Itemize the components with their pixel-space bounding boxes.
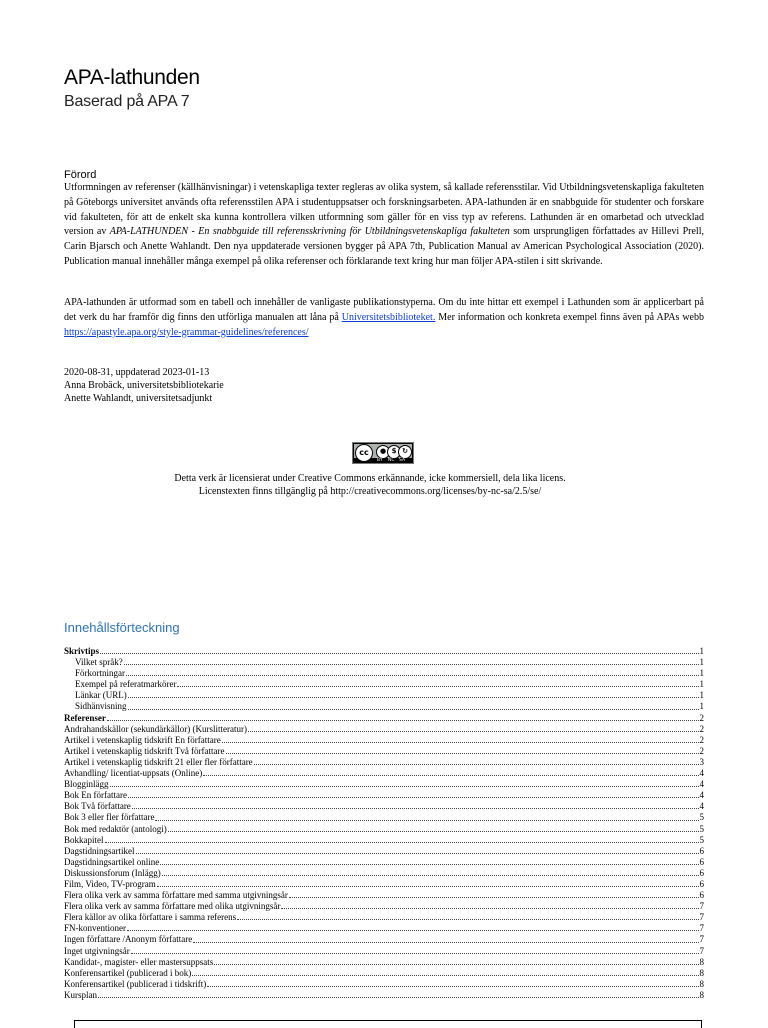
toc-entry-page: 2 (699, 745, 704, 756)
toc-entry-title: Dagstidningsartikel (64, 845, 135, 856)
toc-entry-title: Bok 3 eller fler författare (64, 812, 155, 823)
toc-leader-dots (177, 685, 698, 687)
toc-leader-dots (203, 774, 698, 776)
toc-entry-page: 1 (699, 701, 704, 712)
toc-leader-dots (128, 796, 699, 798)
table-of-contents (64, 646, 704, 1001)
toc-entry[interactable] (64, 835, 704, 846)
toc-entry[interactable] (64, 779, 704, 790)
badge-label-sa: SA (399, 458, 406, 463)
toc-entry[interactable] (64, 857, 704, 868)
toc-entry-title: Blogginlägg (64, 779, 109, 790)
toc-entry-page: 1 (699, 646, 704, 656)
toc-entry-page: 2 (699, 723, 704, 734)
toc-leader-dots (160, 863, 698, 865)
toc-entry-title: Bok Två författare (64, 801, 131, 812)
toc-leader-dots (162, 874, 699, 876)
toc-entry-page: 6 (699, 845, 704, 856)
toc-entry[interactable] (64, 846, 704, 857)
foreword-heading: Förord (64, 169, 97, 181)
toc-entry-page: 8 (699, 978, 704, 989)
toc-entry[interactable] (64, 990, 704, 1001)
toc-leader-dots (155, 819, 698, 821)
toc-entry[interactable] (64, 724, 704, 735)
toc-entry-title: Ingen författare /Anonym författare (64, 934, 193, 945)
toc-leader-dots (193, 941, 698, 943)
toc-entry[interactable] (64, 690, 704, 701)
toc-entry-title: Förkortningar (75, 668, 125, 679)
toc-leader-dots (126, 674, 699, 676)
foreword-paragraph-2 (64, 296, 704, 340)
foreword-text: Utformningen av referenser (källhänvisningar) i vetenskapliga texter regleras av olika system, så kallade referensstilar. Vid Utbildningsvetenskapliga fakulteten på Göteborgs universitet används ofta referensstilen APA i studentuppsatser och forskningsarbeten. APA-lathunden är en snabbguide för studenter och forskare vid fakulteten, för att de enkelt ska kunna kontrollera vilken utformning som gäller för en viss typ av referens. Lathunden är en omarbetad och utvecklad version av (64, 182, 704, 238)
toc-entry-page: 7 (699, 901, 704, 912)
toc-entry-title: Vilket språk? (75, 657, 123, 668)
toc-leader-dots (100, 652, 698, 654)
document-meta (64, 366, 224, 405)
table-top-border (74, 1020, 702, 1028)
toc-leader-dots (128, 708, 699, 710)
toc-entry-title: Flera olika verk av samma författare med samma utgivningsår (64, 890, 288, 901)
toc-leader-dots (105, 841, 699, 843)
toc-entry[interactable] (64, 713, 704, 724)
author-line: Anette Wahlandt, universitetsadjunkt (64, 393, 213, 404)
toc-entry[interactable] (64, 746, 704, 757)
license-text: Detta verk är licensierat under Creative Commons erkännande, icke kommersiell, dela lika licens. (174, 473, 566, 484)
toc-entry-title: Konferensartikel (publicerad i tidskrift) (64, 978, 207, 989)
toc-entry-title: Artikel i vetenskaplig tidskrift 21 eller fler författare (64, 756, 253, 767)
toc-entry[interactable] (64, 824, 704, 835)
toc-entry-title: Artikel i vetenskaplig tidskrift En författare (64, 734, 221, 745)
toc-entry-title: Bok med redaktör (antologi) (64, 823, 167, 834)
toc-entry-title: Bokkapitel (64, 834, 104, 845)
toc-entry-page: 7 (699, 945, 704, 956)
badge-label-by: BY (377, 458, 383, 463)
toc-entry[interactable] (64, 768, 704, 779)
toc-leader-dots (131, 952, 699, 954)
toc-leader-dots (132, 807, 699, 809)
noncommercial-icon: $ (387, 445, 401, 459)
toc-entry-page: 8 (699, 956, 704, 967)
toc-entry-page: 1 (699, 668, 704, 679)
toc-leader-dots (281, 907, 698, 909)
toc-leader-dots (237, 918, 698, 920)
toc-entry[interactable] (64, 701, 704, 712)
toc-entry-title: Andrahandskällor (sekundärkällor) (Kurslitteratur) (64, 723, 247, 734)
toc-entry-title: Dagstidningsartikel online (64, 856, 160, 867)
toc-entry[interactable] (64, 979, 704, 990)
toc-entry-title: FN-konventioner (64, 923, 126, 934)
toc-entry-title: Diskussionsforum (Inlägg) (64, 867, 161, 878)
toc-entry-title: Bok En författare (64, 790, 127, 801)
toc-entry[interactable] (64, 657, 704, 668)
foreword-text: som ursprungligen författades av Hillevi Prell, Carin Bjarsch och Anette Wahlandt. Den nya uppdaterade versionen bygger på APA 7th, Publication Manual av American Psychological Association (2020). Publication manual innehåller många exempel på olika referenser och förklarande text kring hur man följer APA-stilen i sitt skrivande. (64, 226, 704, 267)
apa-website-link[interactable]: https://apastyle.apa.org/style-grammar-guidelines/references/ (64, 326, 309, 338)
toc-entry[interactable] (64, 923, 704, 934)
toc-entry-page: 2 (699, 734, 704, 745)
toc-leader-dots (254, 763, 699, 765)
license-url-text: Licenstexten finns tillgänglig på http://creativecommons.org/licenses/by-nc-sa/2.5/se/ (198, 486, 542, 497)
toc-entry-page: 5 (699, 823, 704, 834)
library-link[interactable]: Universitetsbiblioteket. (341, 311, 436, 323)
toc-entry-title: Kandidat-, magister- eller mastersuppsats (64, 956, 214, 967)
toc-leader-dots (127, 929, 699, 931)
toc-entry-title: Kursplan (64, 989, 97, 1000)
badge-label-nc: NC (388, 458, 395, 463)
toc-entry[interactable] (64, 646, 704, 657)
toc-leader-dots (248, 730, 699, 732)
toc-leader-dots (98, 996, 699, 998)
toc-entry[interactable] (64, 790, 704, 801)
toc-entry-page: 6 (699, 878, 704, 889)
toc-leader-dots (107, 719, 699, 721)
toc-leader-dots (124, 663, 699, 665)
toc-entry-title: Länkar (URL) (75, 690, 127, 701)
toc-entry-title: Inget utgivningsår (64, 945, 130, 956)
toc-entry-page: 2 (699, 712, 704, 723)
foreword-text: Mer information och konkreta exempel finns även på APAs webb (435, 311, 704, 323)
toc-entry-page: 7 (699, 923, 704, 934)
toc-entry[interactable] (64, 757, 704, 768)
toc-entry-page: 6 (699, 856, 704, 867)
foreword-paragraph-1 (64, 181, 704, 270)
toc-entry-page: 1 (699, 657, 704, 668)
toc-entry[interactable] (64, 812, 704, 823)
toc-entry-title: Referenser (64, 712, 106, 723)
toc-entry[interactable] (64, 890, 704, 901)
toc-entry[interactable] (64, 968, 704, 979)
toc-entry-page: 6 (699, 890, 704, 901)
toc-entry[interactable] (64, 946, 704, 957)
revision-date: 2020-08-31, uppdaterad 2023-01-13 (64, 367, 210, 378)
toc-entry-page: 5 (699, 812, 704, 823)
toc-entry-page: 6 (699, 867, 704, 878)
toc-entry-title: Flera källor av olika författare i samma referens (64, 912, 237, 923)
toc-leader-dots (110, 785, 699, 787)
toc-entry[interactable] (64, 868, 704, 879)
toc-entry-title: Film, Video, TV-program (64, 878, 156, 889)
toc-entry-page: 7 (699, 934, 704, 945)
toc-entry-page: 7 (699, 912, 704, 923)
toc-heading: Innehållsförteckning (64, 620, 180, 635)
toc-leader-dots (289, 896, 699, 898)
foreword-text: APA-lathunden är utformad som en tabell och innehåller de vanligaste publikationstyperna. Om du inte hittar ett exempel i Lathunden som är applicerbart på det verk du har framför dig finns den utförliga manualen att låna på (64, 297, 704, 323)
toc-entry[interactable] (64, 934, 704, 945)
toc-entry[interactable] (64, 912, 704, 923)
document-subtitle: Baserad på APA 7 (64, 93, 190, 110)
toc-entry[interactable] (64, 879, 704, 890)
sharealike-icon: ↻ (398, 445, 412, 459)
toc-entry-page: 4 (699, 779, 704, 790)
toc-entry-page: 5 (699, 834, 704, 845)
toc-leader-dots (207, 985, 698, 987)
toc-entry-title: Artikel i vetenskaplig tidskrift Två författare (64, 745, 225, 756)
attribution-icon: ● (376, 445, 390, 459)
toc-entry-title: Sidhänvisning (75, 701, 127, 712)
toc-entry-page: 8 (699, 967, 704, 978)
toc-entry-title: Avhandling/ licentiat-uppsats (Online) (64, 768, 203, 779)
toc-leader-dots (226, 752, 699, 754)
toc-leader-dots (214, 963, 698, 965)
toc-leader-dots (157, 885, 699, 887)
toc-entry-title: Konferensartikel (publicerad i bok) (64, 967, 192, 978)
toc-entry[interactable] (64, 735, 704, 746)
toc-leader-dots (128, 696, 699, 698)
toc-entry-page: 1 (699, 690, 704, 701)
toc-entry[interactable] (64, 679, 704, 690)
foreword-italic-title: APA-LATHUNDEN - En snabbguide till referensskrivning för Utbildningsvetenskapliga fakulteten (109, 226, 510, 238)
toc-leader-dots (192, 974, 698, 976)
toc-entry[interactable] (64, 901, 704, 912)
toc-leader-dots (222, 741, 699, 743)
toc-entry-page: 4 (699, 801, 704, 812)
toc-entry-page: 1 (699, 679, 704, 690)
toc-entry-page: 4 (699, 768, 704, 779)
toc-entry-title: Exempel på referatmarkörer (75, 679, 177, 690)
toc-entry-page: 4 (699, 790, 704, 801)
toc-entry[interactable] (64, 957, 704, 968)
toc-leader-dots (136, 852, 699, 854)
toc-entry-title: Skrivtips (64, 646, 100, 656)
toc-entry-page: 3 (699, 756, 704, 767)
cc-icon: cc (355, 444, 373, 462)
creative-commons-license-icon (352, 442, 414, 464)
toc-entry-page: 8 (699, 989, 704, 1000)
toc-entry[interactable] (64, 668, 704, 679)
toc-entry-title: Flera olika verk av samma författare med olika utgivningsår (64, 901, 281, 912)
author-line: Anna Brobäck, universitetsbibliotekarie (64, 380, 224, 391)
toc-entry[interactable] (64, 801, 704, 812)
toc-leader-dots (168, 830, 699, 832)
document-title: APA-lathunden (64, 66, 200, 89)
